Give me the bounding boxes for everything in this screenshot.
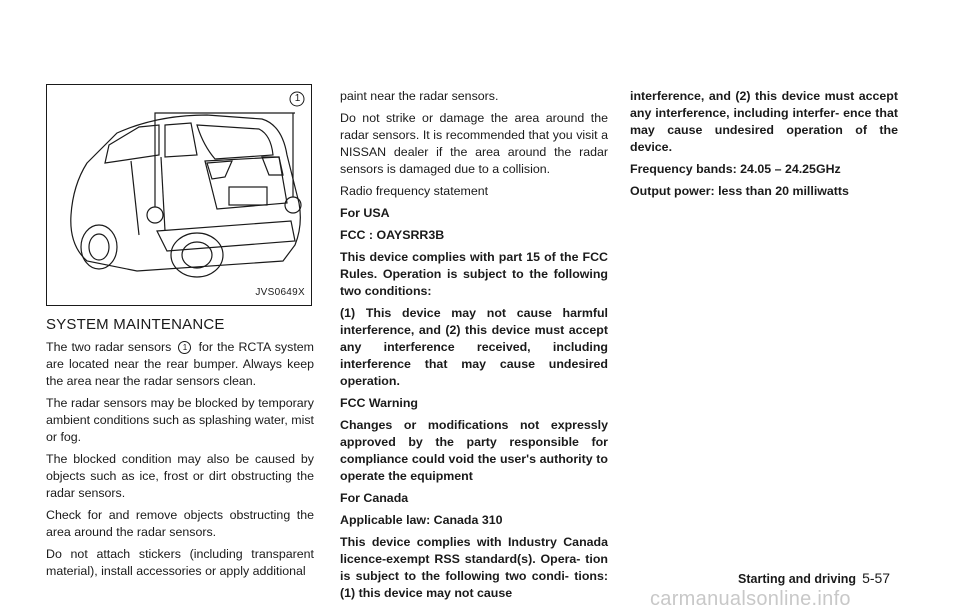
col3-frequency-bands: Frequency bands: 24.05 – 24.25GHz: [630, 162, 841, 176]
section-title: SYSTEM MAINTENANCE: [46, 316, 225, 333]
rear-radar-sensor-figure: [46, 84, 312, 306]
col2-paragraph-3: Radio frequency statement: [340, 184, 489, 198]
figure-code: JVS0649X: [255, 287, 305, 298]
page-number: 5-57: [862, 570, 891, 586]
col2-applicable-law: Applicable law: Canada 310: [340, 513, 503, 527]
col2-paragraph-7: (1) This device may not cause harmful interference, and (2) this device must accept any interference received, including interference that may cause undesired operation.: [340, 306, 608, 388]
col1-paragraph-2: The radar sensors may be blocked by temporary ambient conditions such as splashing water, mist or fog.: [46, 396, 314, 444]
page-footer: [738, 570, 890, 586]
callout-1-icon: 1: [178, 341, 191, 354]
col2-paragraph-1: paint near the radar sensors.: [340, 89, 499, 103]
col2-fcc-id: FCC : OAYSRR3B: [340, 228, 445, 242]
col2-paragraph-12: This device complies with Industry Canada licence-exempt RSS standard(s). Opera- tion is subject to the following two condi- tions: (1) this device may not cause: [340, 535, 608, 600]
col2-heading-for-canada: For Canada: [340, 491, 409, 505]
right-column: [630, 88, 898, 205]
col3-paragraph-1: interference, and (2) this device must accept any interference, including interfer- ence that may cause undesired operation of the device.: [630, 89, 898, 154]
p1-text-before: The two radar sensors: [46, 340, 172, 354]
col2-paragraph-9: Changes or modifications not expressly approved by the party responsible for compliance could void the user's authority to operate the equipment: [340, 418, 608, 483]
col1-paragraph-5: Do not attach stickers (including transparent material), install accessories or apply additional: [46, 547, 314, 578]
suv-rear-illustration: [47, 85, 313, 307]
left-column: [46, 84, 314, 585]
col1-paragraph-1: [46, 339, 314, 390]
col2-heading-for-usa: For USA: [340, 206, 390, 220]
figure-callout-number: 1: [294, 93, 301, 104]
col2-paragraph-2: Do not strike or damage the area around the radar sensors. It is recommended that you visit a NISSAN dealer if the area around the radar sensors is damaged due to a collision.: [340, 111, 608, 176]
middle-column: [340, 88, 608, 607]
col1-paragraph-3: The blocked condition may also be caused by objects such as ice, frost or dirt obstructing the radar sensors.: [46, 452, 314, 500]
watermark: carmanualsonline.info: [650, 588, 851, 610]
col3-output-power: Output power: less than 20 milliwatts: [630, 184, 849, 198]
p1-text-after: for the RCTA system are located near the rear bumper. Always keep the area near the radar sensors clean.: [46, 340, 314, 388]
footer-section-name: Starting and driving: [738, 572, 857, 586]
col1-paragraph-4: Check for and remove objects obstructing the area around the radar sensors.: [46, 508, 314, 539]
col2-heading-fcc-warning: FCC Warning: [340, 396, 419, 410]
col2-paragraph-6: This device complies with part 15 of the FCC Rules. Operation is subject to the following two conditions:: [340, 250, 608, 298]
